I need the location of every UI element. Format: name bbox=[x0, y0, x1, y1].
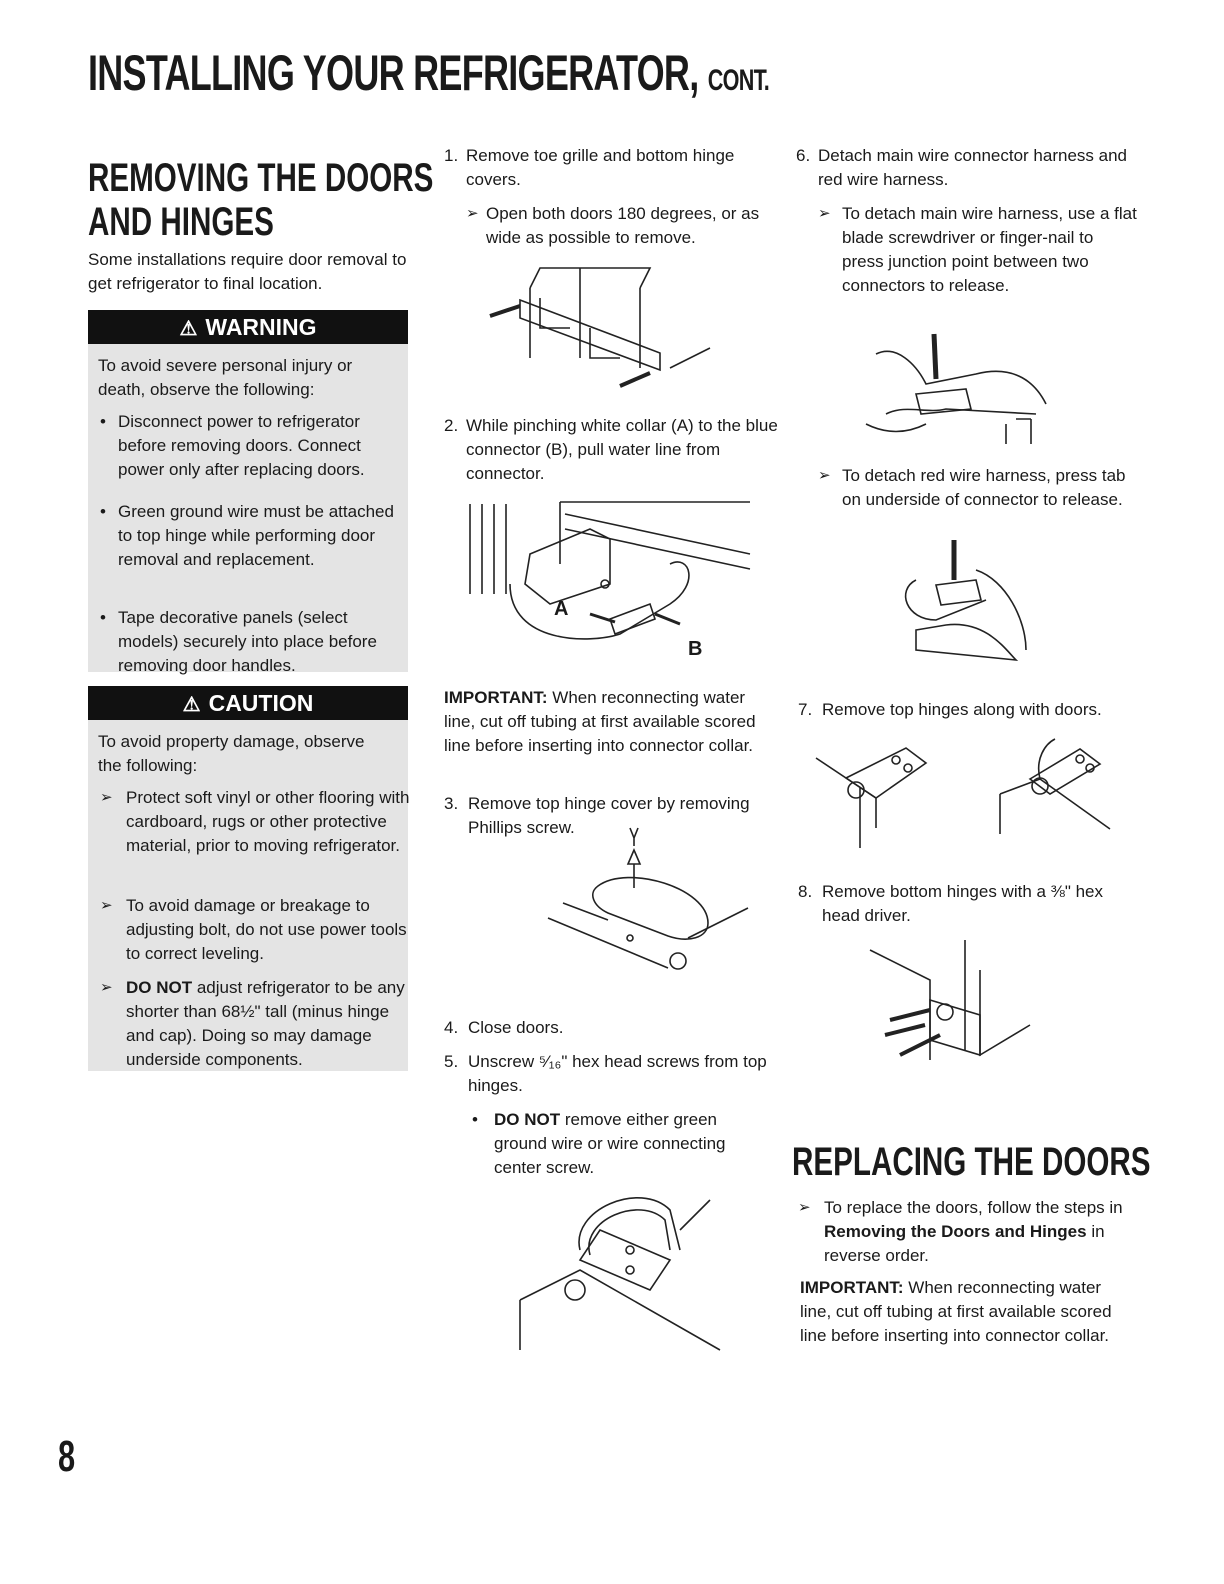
step-8: 8. Remove bottom hinges with a ⅜" hex head driver. bbox=[798, 882, 1104, 925]
warning-icon: ⚠ bbox=[179, 318, 198, 340]
step-6-sub-2: ➢ To detach red wire harness, press tab on underside of connector to release. bbox=[818, 466, 1126, 509]
replace-instruction: ➢ To replace the doors, follow the steps in Removing the Doors and Hinges in reverse order. bbox=[798, 1198, 1123, 1265]
step-6: 6. Detach main wire connector harness and red wire harness. bbox=[796, 146, 1127, 189]
step-1-sub: ➢ Open both doors 180 degrees, or as wide as possible to remove. bbox=[466, 204, 760, 247]
important-note-middle: IMPORTANT: When reconnecting water line, cut off tubing at first available scored line before inserting into connector collar. bbox=[444, 688, 756, 755]
bottom-hinge-illustration bbox=[870, 940, 1040, 1070]
top-hinge-cover-illustration bbox=[548, 828, 748, 978]
step-7: 7. Remove top hinges along with doors. bbox=[798, 700, 1102, 719]
toe-grille-illustration bbox=[480, 258, 710, 392]
step-5-bullet: • DO NOT remove either green ground wire or wire connecting center screw. bbox=[472, 1110, 726, 1177]
step-2: 2. While pinching white collar (A) to the blue connector (B), pull water line from connector. bbox=[444, 416, 778, 483]
warning-item: • Green ground wire must be attached to top hinge while performing door removal and replacement. bbox=[100, 502, 394, 569]
caution-lead: To avoid property damage, observe the following: bbox=[98, 732, 365, 775]
step-3: 3. Remove top hinge cover by removing Phillips screw. bbox=[444, 794, 750, 837]
water-connector-illustration bbox=[470, 494, 760, 664]
caution-box bbox=[88, 686, 408, 1071]
page-title: INSTALLING YOUR REFRIGERATOR, CONT. bbox=[88, 45, 769, 101]
section-title-removing: REMOVING THE DOORS AND HINGES bbox=[88, 156, 434, 244]
main-harness-illustration bbox=[866, 334, 1056, 454]
red-harness-illustration bbox=[896, 540, 1036, 670]
caution-bar: ⚠ CAUTION bbox=[88, 686, 408, 720]
caution-item: ➢ DO NOT adjust refrigerator to be any shorter than 68½" tall (minus hinge and cap). Doing so may damage underside components. bbox=[100, 978, 405, 1069]
caution-item: ➢ Protect soft vinyl or other flooring with cardboard, rugs or other protective material, prior to moving refrigerator. bbox=[100, 788, 410, 855]
important-note-right: IMPORTANT: When reconnecting water line, cut off tubing at first available scored line before inserting into connector collar. bbox=[800, 1278, 1112, 1345]
hinge-wire-illustration bbox=[520, 1190, 720, 1350]
step-6-sub-1: ➢ To detach main wire harness, use a flat blade screwdriver or finger-nail to press junction point between two connectors to release. bbox=[818, 204, 1137, 295]
caution-item: ➢ To avoid damage or breakage to adjusting bolt, do not use power tools to correct leveling. bbox=[100, 896, 407, 963]
warning-item: • Disconnect power to refrigerator before removing doors. Connect power only after replacing doors. bbox=[100, 412, 365, 479]
caution-icon: ⚠ bbox=[182, 694, 201, 716]
label-b: B bbox=[688, 638, 703, 660]
warning-bar: ⚠ WARNING bbox=[88, 310, 408, 344]
label-a: A bbox=[554, 598, 569, 620]
top-hinge-left-illustration bbox=[816, 738, 936, 848]
warning-box bbox=[88, 310, 408, 675]
intro-text: Some installations require door removal to get refrigerator to final location. bbox=[88, 250, 407, 293]
warning-item: • Tape decorative panels (select models) securely into place before removing door handles. bbox=[100, 608, 377, 675]
top-hinge-right-illustration bbox=[1000, 734, 1120, 834]
section-title-replacing: REPLACING THE DOORS bbox=[792, 1140, 1151, 1184]
step-1: 1. Remove toe grille and bottom hinge covers. bbox=[444, 146, 735, 189]
step-4: 4. Close doors. bbox=[444, 1018, 564, 1037]
page-number: 8 bbox=[58, 1432, 76, 1481]
warning-lead: To avoid severe personal injury or death, observe the following: bbox=[98, 356, 353, 399]
step-5: 5. Unscrew ⁵⁄₁₆" hex head screws from top hinges. bbox=[444, 1052, 767, 1095]
